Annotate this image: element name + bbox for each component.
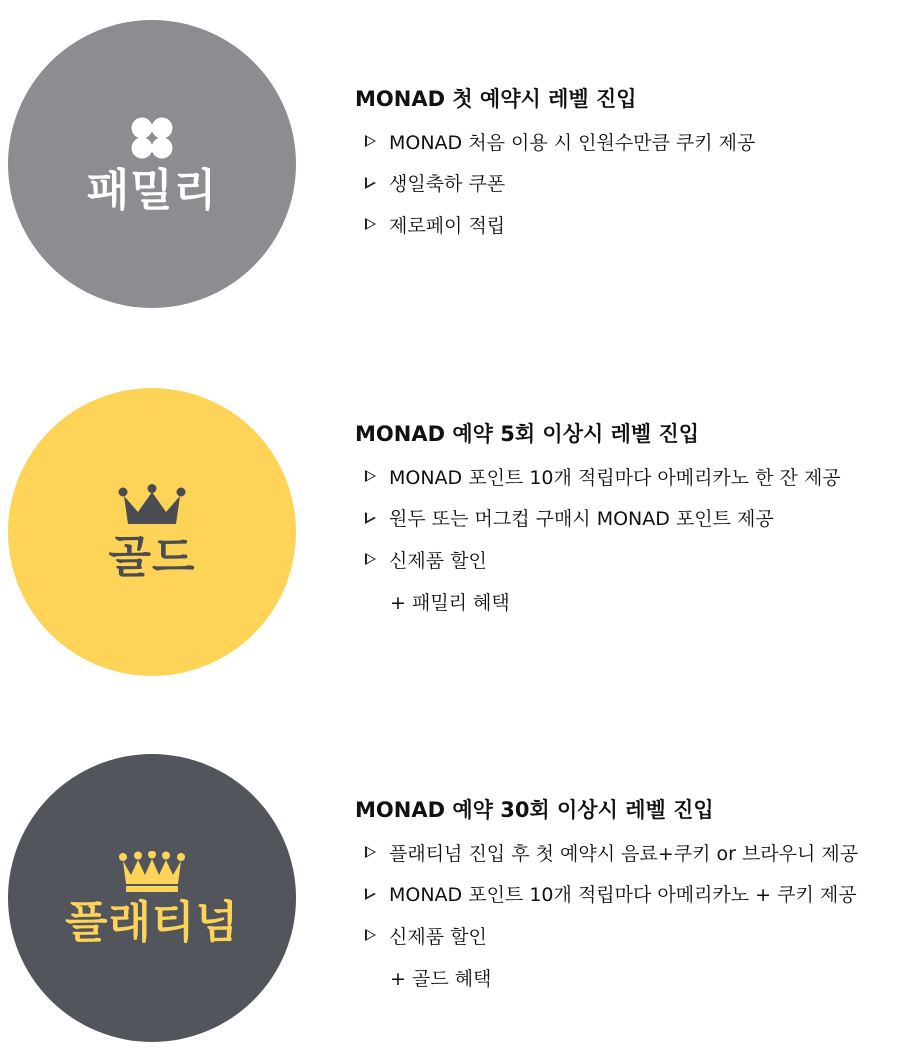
triangle-bullet-icon <box>365 218 376 230</box>
list-item <box>355 128 755 154</box>
gold-heading: MONAD 예약 5회 이상시 레벨 진입 <box>355 422 700 446</box>
list-item <box>355 922 858 948</box>
clover-icon <box>129 115 175 161</box>
gold-benefits <box>355 421 841 614</box>
benefit-text: MONAD 처음 이용 시 인원수만큼 쿠키 제공 <box>389 131 756 154</box>
benefit-text: 플래티넘 진입 후 첫 예약시 음료+쿠키 or 브라우니 제공 <box>389 842 859 865</box>
list-item <box>355 546 841 572</box>
crown-icon <box>118 484 186 528</box>
list-item <box>355 170 755 196</box>
benefit-text: MONAD 포인트 10개 적립마다 아메리카노 한 잔 제공 <box>389 466 841 489</box>
triangle-bullet-icon <box>365 846 376 858</box>
platinum-benefits <box>355 797 858 990</box>
tier-name-family: 패밀리 <box>86 165 218 216</box>
triangle-bullet-icon <box>365 929 376 941</box>
triangle-bullet-icon <box>365 512 376 524</box>
tier-name-gold: 골드 <box>108 532 196 583</box>
list-item <box>355 463 841 489</box>
family-heading: MONAD 첫 예약시 레벨 진입 <box>355 87 637 111</box>
tier-name-platinum: 플래티넘 <box>64 897 239 948</box>
list-item <box>355 881 858 907</box>
benefit-text: 신제품 할인 <box>389 925 487 948</box>
benefit-text: MONAD 포인트 10개 적립마다 아메리카노 + 쿠키 제공 <box>389 884 857 906</box>
benefit-text: 원두 또는 머그컵 구매시 MONAD 포인트 제공 <box>389 508 774 530</box>
list-item <box>355 211 755 237</box>
benefit-text: 신제품 할인 <box>389 549 487 572</box>
platinum-badge <box>8 754 296 1042</box>
benefit-text: 제로페이 적립 <box>389 214 506 237</box>
platinum-heading: MONAD 예약 30회 이상시 레벨 진입 <box>355 798 714 822</box>
gold-badge <box>8 388 296 676</box>
family-badge <box>8 20 296 308</box>
triangle-bullet-icon <box>365 888 376 900</box>
family-benefits <box>355 86 755 253</box>
triangle-bullet-icon <box>365 177 376 189</box>
list-item <box>355 505 841 531</box>
triangle-bullet-icon <box>365 135 376 147</box>
triangle-bullet-icon <box>365 470 376 482</box>
inherited-benefits: + 패밀리 혜택 <box>390 591 510 614</box>
royal-crown-icon <box>118 851 186 893</box>
benefit-text: 생일축하 쿠폰 <box>389 173 506 195</box>
triangle-bullet-icon <box>365 553 376 565</box>
list-item <box>355 839 858 865</box>
inherited-benefits: + 골드 혜택 <box>390 967 492 990</box>
